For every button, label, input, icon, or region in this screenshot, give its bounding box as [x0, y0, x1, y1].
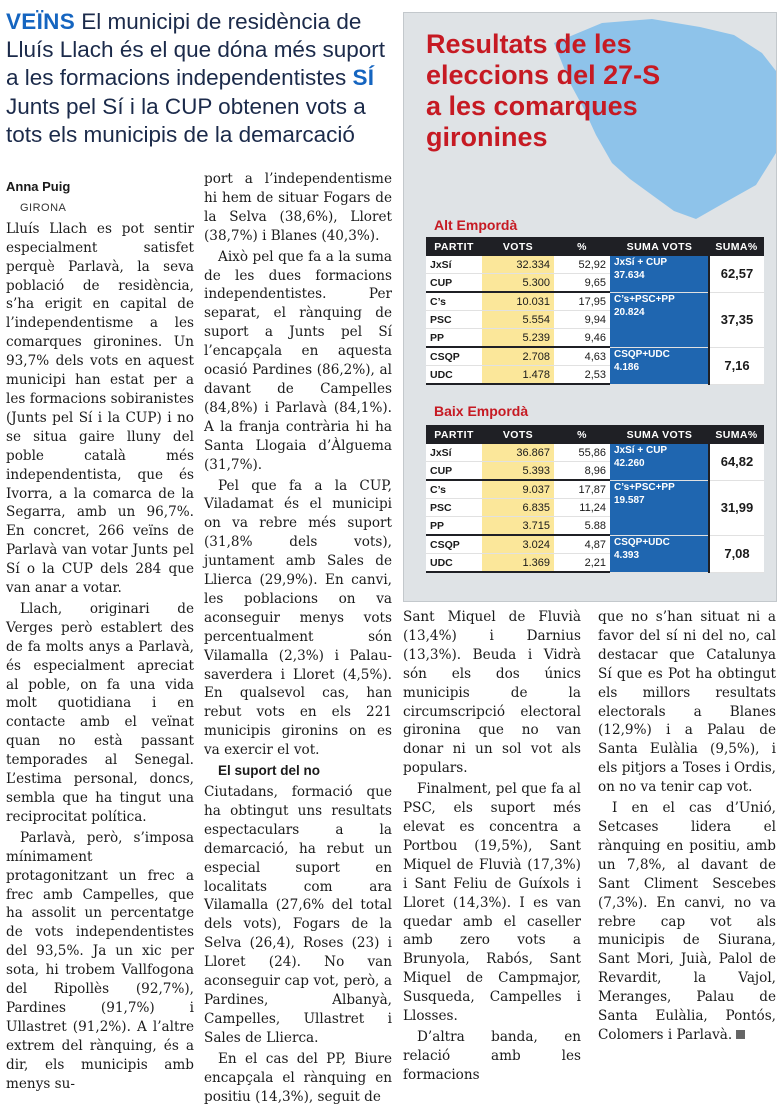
column-header: % [554, 425, 610, 444]
party-percent: 9,65 [554, 274, 610, 293]
party-percent: 55,86 [554, 444, 610, 462]
party-votes: 2.708 [482, 347, 554, 366]
table-header-row [426, 237, 764, 256]
table-row [426, 347, 764, 366]
headline-subtext: Junts pel Sí i la CUP obtenen vots a tots els municipis de la demarcació [6, 93, 366, 147]
group-label: CSQP+UDC [614, 536, 670, 548]
group-votes: 4.186 [614, 361, 640, 373]
group-votes: 20.824 [614, 306, 645, 318]
party-name: PSC [426, 311, 482, 329]
paragraph: Ciutadans, formació que ha obtingut uns resultats espectaculars a la demarcació, ha rebut un especial suport en localitats com ara Vilamalla (27,6% del total dels vots), Fogars de la Selva (26,4), Roses (23) i Lloret (24). No van aconseguir cap vot, però, a Pardines, Albanyà, Campelles, Ullastret i Sales de Llierca. [204, 784, 392, 1046]
table-row [426, 292, 764, 311]
region-title-baix-emporda: Baix Empordà [434, 403, 529, 419]
party-percent: 8,96 [554, 462, 610, 481]
results-table-alt-emporda [426, 237, 764, 385]
infobox-title: Resultats de les eleccions del 27-S a les comarques gironines [426, 29, 661, 152]
column-header: PARTIT [426, 237, 482, 256]
paragraph: Sant Miquel de Fluvià (13,4%) i Darnius (13,3%). Beuda i Vidrà són els dos únics municipis de la circumscripció electoral gironina que no van donar ni un sol vot als populars. [403, 609, 581, 777]
group-votes: 37.634 [614, 270, 645, 281]
party-percent: 17,87 [554, 480, 610, 499]
paragraph: Pel que fa a la CUP, Viladamat és el municipi on va rebre més suport (31,8% dels vots), juntament amb Sales de Llierca (29,9%). En canvi, les poblacions on va aconseguir menys vots percentualment són Vilamalla (2,3%) i Palau-saverdera i Lloret (4,5%). En qualsevol cas, han rebut vots en els 221 municipis gironins on es va exercir el vot. [204, 477, 392, 759]
party-votes: 5.554 [482, 311, 554, 329]
column-header: VOTS [482, 237, 554, 256]
paragraph: Llach, originari de Verges però establert des de fa molts anys a Parlavà, és especialment apreciat al poble, on fa una vida molt quotidiana i en contacte amb el veïnat quan no està passant temporades al Senegal. L’estima personal, doncs, sembla que ha tingut una reciprocitat política. [6, 600, 194, 825]
article-column-2 [204, 170, 392, 1106]
group-sum-votes [610, 292, 709, 347]
party-votes: 5.393 [482, 462, 554, 481]
party-votes: 36.867 [482, 444, 554, 462]
group-label: JxSí + CUP [614, 445, 668, 456]
results-infobox [403, 12, 777, 602]
paragraph: que no s’han situat ni a favor del sí ni del no, cal destacar que Catalunya Sí que es Pot ha obtingut els millors resultats electorals a Blanes (12,9%) i a Palau de Santa Eulàlia (9,5%), i els pitjors a Toses i Ordis, on no va tenir cap vot. [598, 609, 776, 796]
party-name: JxSí [426, 256, 482, 274]
paragraph: Parlavà, però, s’imposa mínimament protagonitzant un frec a frec amb Campelles, que ha assolit un percentatge de vots independentistes del 93,5%. Ja un xic per sota, hi trobem Vallfogona del Ripollès (92,7%), Pardines (91,7%) i Ullastret (91,2%). A l’altre extrem del rànquing, és a dir, els municipis amb menys su- [6, 829, 194, 1092]
party-percent: 17,95 [554, 292, 610, 311]
group-votes: 4.393 [614, 549, 640, 561]
table-row [426, 444, 764, 462]
party-name: PP [426, 329, 482, 348]
paragraph: Això pel que fa a la suma de les dues formacions independentistes. Per separat, el rànquing de suport a Junts pel Sí l’encapçala en aquesta ocasió Pardines (86,2%), al davant de Campelles (84,8%) i Parlavà (84,1%). A la franja contrària hi ha Santa Llogaia d’Àlguema (31,7%). [204, 248, 392, 473]
column-header: PARTIT [426, 425, 482, 444]
party-percent: 9,94 [554, 311, 610, 329]
group-label: C’s+PSC+PP [614, 293, 675, 305]
group-sum-percent: 62,57 [709, 256, 764, 292]
party-name: CSQP [426, 535, 482, 554]
group-sum-votes [610, 256, 709, 292]
table-header-row [426, 425, 764, 444]
party-votes: 3.024 [482, 535, 554, 554]
column-header: SUMA% [709, 425, 764, 444]
group-sum-percent: 7,16 [709, 347, 764, 384]
group-votes: 42.260 [614, 458, 645, 469]
party-name: JxSí [426, 444, 482, 462]
group-label: JxSí + CUP [614, 257, 668, 268]
group-label: CSQP+UDC [614, 348, 670, 360]
party-name: CSQP [426, 347, 482, 366]
party-percent: 52,92 [554, 256, 610, 274]
headline-keyword-neighbours: VEÏNS [6, 9, 76, 34]
party-votes: 6.835 [482, 499, 554, 517]
paragraph: port a l’independentisme hi hem de situar Fogars de la Selva (38,6%), Lloret (38,7%) i Blanes (40,3%). [204, 171, 392, 244]
party-votes: 5.239 [482, 329, 554, 348]
table-row [426, 256, 764, 274]
article-column-1 [6, 178, 194, 1094]
party-name: UDC [426, 554, 482, 573]
paragraph: Lluís Llach es pot sentir especialment satisfet perquè Parlavà, la seva població de residència, s’ha erigit en capital de l’independentisme a les comarques gironines. Un 93,7% dels vots en aquest municipi han estat per a les formacions sobiranistes (Junts pel Sí i la CUP) i no se situa gaire lluny del poble català més independentista, que és Ivorra, a la comarca de la Segarra, amb un 96,7%. En concret, 266 veïns de Parlavà van votar Junts pel Sí o la CUP dels 284 que van anar a votar. [6, 220, 194, 597]
group-sum-percent: 37,35 [709, 292, 764, 347]
section-subhead: El suport del no [218, 763, 321, 779]
party-name: CUP [426, 462, 482, 481]
party-votes: 32.334 [482, 256, 554, 274]
headline-keyword-yes: SÍ [352, 65, 375, 91]
column-header: VOTS [482, 425, 554, 444]
party-votes: 5.300 [482, 274, 554, 293]
group-sum-percent: 7,08 [709, 535, 764, 572]
column-header: SUMA VOTS [610, 425, 709, 444]
results-table-baix-emporda [426, 425, 764, 573]
author-name: Anna Puig [6, 179, 71, 194]
paragraph-text: I en el cas d’Unió, Setcases lidera el rànquing en positiu, amb un 7,8%, al davant de Sant Climent Sescebes (7,3%). En canvi, no va rebre cap vot als municipis de Siurana, Sant Mori, Juià, Palol de Revardit, la Vajol, Meranges, Palau de Santa Eulàlia, Pontós, Colomers i Parlavà. [598, 800, 776, 1043]
column-header: SUMA% [709, 237, 764, 256]
party-percent: 11,24 [554, 499, 610, 517]
party-name: PSC [426, 499, 482, 517]
party-percent: 2,53 [554, 366, 610, 385]
paragraph: Finalment, pel que fa al PSC, els suport més elevat es concentra a Portbou (19,5%), Sant Miquel de Fluvià (17,3%) i Sant Feliu de Guíxols i Lloret (14,3%). I es van quedar amb el caseller amb zero vots a Brunyola, Rabós, Sant Miquel de Campmajor, Susqueda, Campelles i Llosses. [403, 781, 581, 1025]
group-sum-percent: 31,99 [709, 480, 764, 535]
party-votes: 1.369 [482, 554, 554, 573]
paragraph [598, 799, 776, 1045]
region-title-alt-emporda: Alt Empordà [434, 217, 518, 233]
article-column-3 [403, 608, 581, 1085]
party-votes: 9.037 [482, 480, 554, 499]
party-percent: 4,87 [554, 535, 610, 554]
group-label: C’s+PSC+PP [614, 481, 675, 493]
party-votes: 10.031 [482, 292, 554, 311]
party-name: CUP [426, 274, 482, 293]
party-name: UDC [426, 366, 482, 385]
column-header: SUMA VOTS [610, 237, 709, 256]
party-votes: 3.715 [482, 517, 554, 536]
paragraph: D’altra banda, en relació amb les formacions [403, 1028, 581, 1083]
column-header: % [554, 237, 610, 256]
party-name: C’s [426, 480, 482, 499]
party-percent: 5.88 [554, 517, 610, 536]
article-column-4 [598, 608, 776, 1045]
headline-text: El municipi de residència de Lluís Llach és el que dóna més suport a les formacions independentistes [6, 9, 385, 91]
group-sum-votes [610, 535, 709, 572]
table-row [426, 480, 764, 499]
end-of-article-icon [736, 1030, 745, 1039]
table-row [426, 535, 764, 554]
author-location: GIRONA [20, 201, 67, 214]
group-sum-votes [610, 480, 709, 535]
party-percent: 2,21 [554, 554, 610, 573]
group-sum-votes [610, 444, 709, 480]
group-sum-votes [610, 347, 709, 384]
group-votes: 19.587 [614, 494, 645, 506]
headline [6, 8, 394, 149]
party-name: C’s [426, 292, 482, 311]
party-votes: 1.478 [482, 366, 554, 385]
group-sum-percent: 64,82 [709, 444, 764, 480]
party-name: PP [426, 517, 482, 536]
paragraph: En el cas del PP, Biure encapçala el rànquing en positiu (14,3%), seguit de [204, 1050, 392, 1105]
party-percent: 4,63 [554, 347, 610, 366]
party-percent: 9,46 [554, 329, 610, 348]
